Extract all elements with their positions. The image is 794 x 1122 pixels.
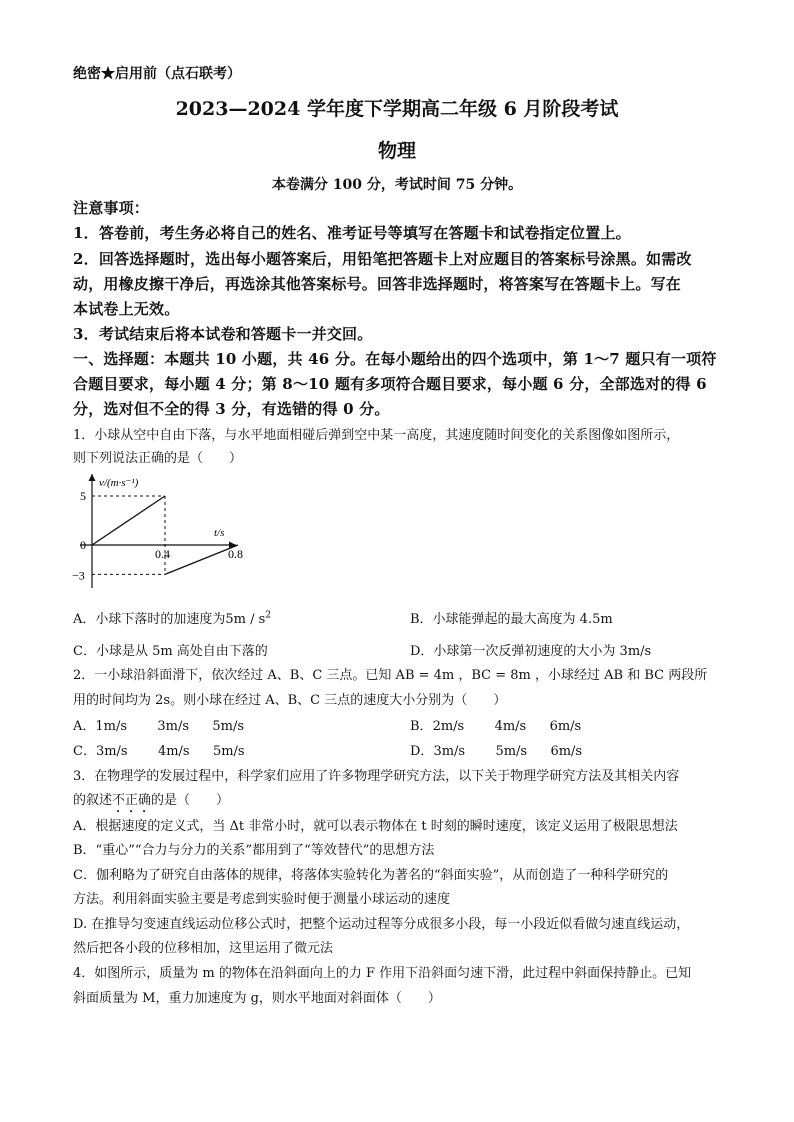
velocity-time-chart: [66, 470, 246, 590]
q3-option-c[interactable]: C．伽利略为了研究自由落体的规律，将落体实验转化为著名的“斜面实验”，从而创造了一种科学研究的: [73, 868, 669, 883]
exam-note: 本卷满分 100 分，考试时间 75 分钟。: [271, 177, 523, 193]
x-tick-label: 0.4: [155, 547, 170, 561]
q2-option-a[interactable]: A．1m/s 3m/s 5m/s: [73, 719, 245, 734]
y-tick-label: −3: [72, 568, 85, 583]
section-heading: 分，选对但不全的得 3 分，有选错的得 0 分。: [73, 400, 390, 418]
section-heading: 一、选择题：本题共 10 小题，共 46 分。在每小题给出的四个选项中，第 1～7 题只有一项符: [73, 350, 717, 368]
notice-item: 2．回答选择题时，选出每小题答案后，用铅笔把答题卡上对应题目的答案标号涂黑。如需改: [73, 250, 692, 268]
q2-stem: 用的时间均为 2s。则小球在经过 A、B、C 三点的速度大小分别为（ ）: [73, 693, 507, 708]
q1-option-c[interactable]: C．小球是从 5m 高处自由下落的: [73, 644, 268, 659]
secret-label: 绝密★启用前（点石联考）: [73, 66, 241, 82]
subject-title: 物理: [377, 140, 416, 162]
q3-option-b[interactable]: B．“重心”“合力与分力的关系”都用到了“等效替代”的思想方法: [73, 843, 435, 858]
series-line-1: [92, 496, 165, 545]
q2-option-c[interactable]: C．3m/s 4m/s 5m/s: [73, 744, 245, 759]
exam-title: 2023—2024 学年度下学期高二年级 6 月阶段考试: [175, 98, 619, 120]
y-tick-label: 5: [80, 489, 86, 503]
q4-stem: 4．如图所示，质量为 m 的物体在沿斜面向上的力 F 作用下沿斜面匀速下滑，此过程中斜面保持静止。已知: [73, 966, 692, 981]
q1-option-a[interactable]: A．小球下落时的加速度为$5m / s^2$: [73, 610, 272, 627]
q1-stem: 1．小球从空中自由下落，与水平地面相碰后弹到空中某一高度，其速度随时间变化的关系图像如图所示，: [73, 428, 680, 443]
q1-option-b[interactable]: B．小球能弹起的最大高度为 4.5m: [410, 612, 613, 627]
section-heading: 合题目要求，每小题 4 分；第 8～10 题有多项符合题目要求，每小题 6 分，全部选对的得 6: [73, 375, 707, 393]
notice-item: 1．答卷前，考生务必将自己的姓名、准考证号等填写在答题卡和试卷指定位置上。: [73, 224, 631, 242]
notice-item: 3．考试结束后将本试卷和答题卡一并交回。: [73, 325, 373, 343]
q3-option-d[interactable]: D. 在推导匀变速直线运动位移公式时，把整个运动过程等分成很多小段，每一小段近似看做匀速直线运动，: [73, 917, 690, 932]
notice-item: 动，用橡皮擦干净后，再选涂其他答案标号。回答非选择题时，将答案写在答题卡上。写在: [73, 275, 682, 293]
q1-option-d[interactable]: D．小球第一次反弹初速度的大小为 3m/s: [410, 644, 652, 659]
notice-heading: 注意事项：: [73, 199, 150, 217]
q3-stem: 3．在物理学的发展过程中，科学家们应用了许多物理学研究方法，以下关于物理学研究方法及其相关内容: [73, 769, 680, 784]
emphasis-not-correct: 不正确: [112, 793, 152, 808]
notice-item: 本试卷上无效。: [73, 300, 180, 318]
q3-option-c-cont: 方法。利用斜面实验主要是考虑到实验时便于测量小球运动的速度: [73, 892, 451, 907]
q2-option-b[interactable]: B．2m/s 4m/s 6m/s: [410, 719, 582, 734]
q4-stem: 斜面质量为 M，重力加速度为 g，则水平地面对斜面体（ ）: [73, 991, 441, 1006]
q3-stem: 的叙述不正确的是（ ）: [73, 793, 230, 808]
y-axis-label: v/(m·s⁻¹): [99, 477, 139, 489]
q2-option-d[interactable]: D．3m/s 5m/s 6m/s: [410, 744, 583, 759]
x-axis-label: t/s: [214, 527, 225, 539]
x-tick-label: 0.8: [228, 547, 243, 561]
q2-stem: 2．一小球沿斜面滑下，依次经过 A、B、C 三点。已知 AB = 4m ，BC = 8m ，小球经过 AB 和 BC 两段所: [73, 668, 708, 683]
q3-option-a[interactable]: A．根据速度的定义式，当 Δt 非常小时，就可以表示物体在 t 时刻的瞬时速度，该定义运用了极限思想法: [73, 819, 678, 834]
q3-option-d-cont: 然后把各小段的位移相加，这里运用了微元法: [73, 941, 334, 956]
y-tick-label: 0: [80, 538, 86, 552]
q1-stem: 则下列说法正确的是（ ）: [73, 451, 243, 466]
